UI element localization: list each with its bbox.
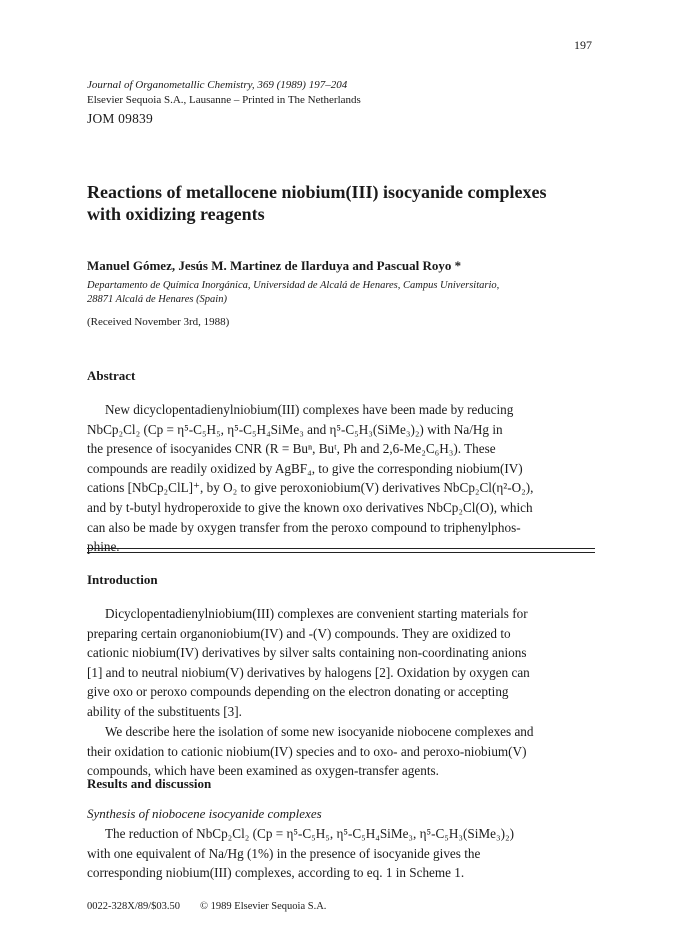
abstract-line: cations [NbCp₂ClL]⁺, by O₂ to give peroxoniobium(V) derivatives NbCp₂Cl(η²-O₂),: [87, 480, 534, 496]
abstract-line: can also be made by oxygen transfer from the peroxo compound to triphenylphos-: [87, 519, 521, 535]
intro-line: compounds, which have been examined as oxygen-transfer agents.: [87, 763, 439, 779]
journal-citation: [87, 78, 361, 108]
introduction-heading: Introduction: [87, 572, 158, 587]
abstract-rule-bottom: [87, 552, 595, 553]
results-line: The reduction of NbCp₂Cl₂ (Cp = η⁵-C₅H₅, η⁵-C₅H₄SiMe₃, η⁵-C₅H₃(SiMe₃)₂): [105, 826, 514, 841]
received-date: (Received November 3rd, 1988): [87, 316, 230, 328]
page-footer: [87, 901, 326, 912]
intro-line: their oxidation to cationic niobium(IV) species and to oxo- and peroxo-niobium(V): [87, 743, 527, 759]
title-line-2: with oxidizing reagents: [87, 204, 265, 224]
intro-line: give oxo or peroxo compounds depending on the electron donating or accepting: [87, 684, 509, 700]
results-subheading: Synthesis of niobocene isocyanide complexes: [87, 806, 322, 821]
page-number: 197: [574, 38, 592, 52]
abstract-line: phine.: [87, 539, 120, 555]
title-line-1: Reactions of metallocene niobium(III) isocyanide complexes: [87, 182, 547, 202]
intro-line: We describe here the isolation of some new isocyanide niobocene complexes and: [105, 724, 534, 739]
jom-identifier: JOM 09839: [87, 111, 153, 126]
results-line: with one equivalent of Na/Hg (1%) in the presence of isocyanide gives the: [87, 845, 481, 861]
abstract-line: the presence of isocyanides CNR (R = Buⁿ, Buᵗ, Ph and 2,6-Me₂C₆H₃). These: [87, 441, 496, 457]
price-code: 0022-328X/89/$03.50: [87, 901, 181, 912]
intro-line: [1] and to neutral niobium(V) derivatives by halogens [2]. Oxidation by oxygen can: [87, 664, 530, 680]
abstract-body: [87, 400, 595, 557]
intro-line: Dicyclopentadienylniobium(III) complexes are convenient starting materials for: [105, 606, 528, 621]
publisher-line: Elsevier Sequoia S.A., Lausanne – Printed in The Netherlands: [87, 94, 361, 106]
abstract-heading: Abstract: [87, 368, 136, 383]
abstract-line: compounds are readily oxidized by AgBF₄, to give the corresponding niobium(IV): [87, 460, 523, 476]
abstract-rule-top: [87, 548, 595, 549]
article-title: [87, 181, 607, 225]
results-heading: Results and discussion: [87, 776, 212, 791]
affiliation-line-2: 28871 Alcalá de Henares (Spain): [87, 294, 227, 305]
intro-line: cationic niobium(IV) derivatives by silver salts containing non-coordinating anions: [87, 645, 527, 661]
affiliation: [87, 279, 587, 307]
copyright: © 1989 Elsevier Sequoia S.A.: [200, 901, 327, 912]
author-list: Manuel Gómez, Jesús M. Martinez de Ilarduya and Pascual Royo *: [87, 258, 462, 273]
introduction-paragraph-2: [87, 722, 595, 781]
results-line: corresponding niobium(III) complexes, according to eq. 1 in Scheme 1.: [87, 865, 465, 881]
abstract-line: and by t-butyl hydroperoxide to give the known oxo derivatives NbCp₂Cl(O), which: [87, 499, 533, 515]
affiliation-line-1: Departamento de Química Inorgánica, Universidad de Alcalá de Henares, Campus Universitario,: [87, 280, 500, 291]
journal-name-line: Journal of Organometallic Chemistry, 369 (1989) 197–204: [87, 79, 348, 91]
introduction-paragraph-1: [87, 604, 595, 722]
intro-line: preparing certain organoniobium(IV) and -(V) compounds. They are oxidized to: [87, 625, 511, 641]
abstract-line: NbCp₂Cl₂ (Cp = η⁵-C₅H₅, η⁵-C₅H₄SiMe₃ and η⁵-C₅H₃(SiMe₃)₂) with Na/Hg in: [87, 421, 503, 437]
intro-line: ability of the substituents [3].: [87, 703, 242, 719]
abstract-line: New dicyclopentadienylniobium(III) complexes have been made by reducing: [105, 402, 514, 417]
results-paragraph: [87, 824, 595, 883]
